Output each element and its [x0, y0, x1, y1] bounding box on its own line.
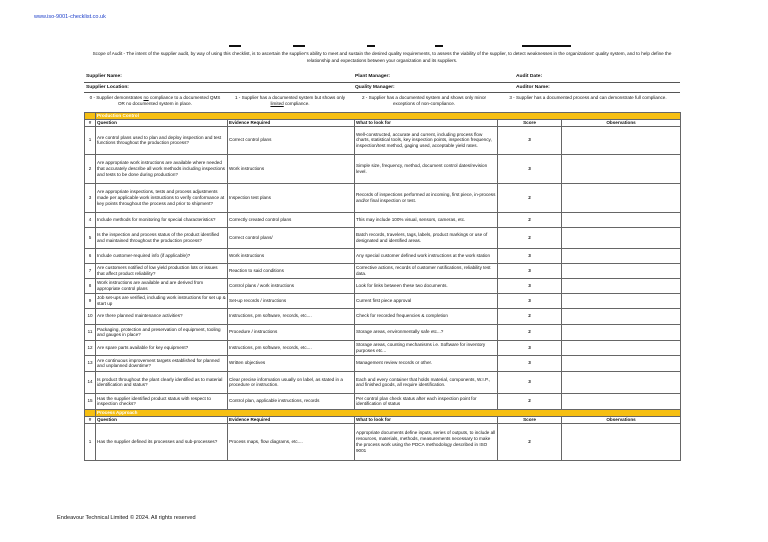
table-row	[85, 227, 681, 248]
row-number: 6	[85, 248, 96, 263]
col-question-header: Question	[96, 119, 228, 126]
score-cell[interactable]: 2	[498, 227, 562, 248]
scope-of-audit-text: Scope of Audit - The intent of the supplier audit, by way of using this checklist, is to ascertain the supplier's ability to meet and sustain the desired quality requirements, to assess the viability of the supplier, to detect weaknesses in the organizations' quality system, and to help define the relationship and expectations between your organization and its suppliers.	[92, 51, 672, 63]
observations-cell[interactable]	[562, 183, 681, 212]
observations-cell[interactable]	[562, 293, 681, 308]
table-row	[85, 324, 681, 340]
section-header-row	[85, 113, 681, 120]
look-for-cell: Any special customer defined work instructions at the work station	[355, 248, 498, 263]
question-cell: Packaging, protection and preservation of equipment, tooling and gauges in place?	[96, 324, 228, 340]
look-for-cell: Management review records or other.	[355, 355, 498, 371]
table-row	[85, 355, 681, 371]
look-for-cell: Well-constructed, accurate and current, including process flow charts, statistical tools, key inspection points, inspection frequency, inspection/test method, gaging used, acceptable yield rates.	[355, 126, 498, 154]
plant-manager-label: Plant Manager:	[355, 74, 391, 79]
score-cell[interactable]: 3	[498, 126, 562, 154]
table-row	[85, 340, 681, 355]
row-number: 4	[85, 212, 96, 227]
column-header-row	[85, 119, 681, 126]
score-cell[interactable]: 2	[498, 212, 562, 227]
question-cell: Are appropriate work instructions are available where needed that accurately describe all work methods including inspections and tests to be done during production?	[96, 154, 228, 183]
evidence-cell: Correctly created control plans	[228, 212, 355, 227]
table-row	[85, 423, 681, 460]
look-for-cell: Batch records, travelers, tags, labels, product markings or use of designated and identified areas.	[355, 227, 498, 248]
score-cell[interactable]: 3	[498, 263, 562, 278]
evidence-cell: Correct control plans/	[228, 227, 355, 248]
evidence-cell: Correct control plans	[228, 126, 355, 154]
evidence-cell: Work instructions	[228, 248, 355, 263]
supplier-name-label: Supplier Name:	[86, 74, 122, 79]
look-for-cell: Corrective actions, records of customer notifications, reliability test data.	[355, 263, 498, 278]
row-number: 3	[85, 183, 96, 212]
table-row	[85, 212, 681, 227]
question-cell: Are there planned maintenance activities?	[96, 308, 228, 324]
row-number: 10	[85, 308, 96, 324]
look-for-cell: Check for recorded frequencies & completion	[355, 308, 498, 324]
observations-cell[interactable]	[562, 423, 681, 460]
question-cell: Job set-ups are verified, including work instructions for set up & start up	[96, 293, 228, 308]
row-number: 12	[85, 340, 96, 355]
question-cell: Include methods for monitoring for special characteristics?	[96, 212, 228, 227]
column-header-row	[85, 416, 681, 423]
observations-cell[interactable]	[562, 371, 681, 393]
header-link[interactable]: www.iso-9001-checklist.co.uk	[34, 14, 106, 20]
observations-cell[interactable]	[562, 340, 681, 355]
observations-cell[interactable]	[562, 212, 681, 227]
col-num-header: #	[85, 119, 96, 126]
table-row	[85, 263, 681, 278]
col-score-header: Score	[498, 416, 562, 423]
question-cell: Are control plans used to plan and deploy inspection and test functions throughout the production process?	[96, 126, 228, 154]
observations-cell[interactable]	[562, 154, 681, 183]
col-evidence-header: Evidence Required	[228, 119, 355, 126]
observations-cell[interactable]	[562, 308, 681, 324]
evidence-cell: Set-up records / instructions	[228, 293, 355, 308]
section-title: Process Approach	[96, 409, 681, 416]
evidence-cell: Control plans / work instructions	[228, 278, 355, 293]
score-key-2: 2 - Supplier has a documented system and shows only minor exceptions of non-compliance.	[361, 95, 487, 107]
table-row	[85, 126, 681, 154]
observations-cell[interactable]	[562, 355, 681, 371]
col-observations-header: Observations	[562, 416, 681, 423]
auditor-name-label: Auditor Name:	[516, 85, 550, 90]
score-cell[interactable]: 3	[498, 340, 562, 355]
table-row	[85, 248, 681, 263]
evidence-cell: Instructions, pm software, records, etc....	[228, 340, 355, 355]
table-row	[85, 308, 681, 324]
quality-manager-label: Quality Manager:	[355, 85, 395, 90]
checklist-table	[84, 112, 681, 461]
score-key-0: 0 - Supplier demonstrates no compliance to a documented QMS OR no documented system in place.	[89, 95, 221, 107]
row-number: 5	[85, 227, 96, 248]
divider	[84, 82, 680, 83]
question-cell: Is product throughout the plant clearly identified as to material identification and status?	[96, 371, 228, 393]
row-number: 15	[85, 393, 96, 409]
look-for-cell: Current first piece approval	[355, 293, 498, 308]
col-look-for-header: What to look for	[355, 416, 498, 423]
footer-copyright: Endeavour Technical Limited © 2024. All rights reserved	[57, 515, 196, 521]
table-row	[85, 371, 681, 393]
col-question-header: Question	[96, 416, 228, 423]
look-for-cell: Look for links between these two documents.	[355, 278, 498, 293]
observations-cell[interactable]	[562, 393, 681, 409]
question-cell: Is the inspection and process status of the product identified and maintained throughout the production process?	[96, 227, 228, 248]
row-number: 1	[85, 126, 96, 154]
evidence-cell: Procedure / instructions	[228, 324, 355, 340]
score-cell[interactable]: 3	[498, 371, 562, 393]
question-cell: Work instructions are available and are derived from appropriate control plans	[96, 278, 228, 293]
question-cell: Has the supplier identified product status with respect to inspection checks?	[96, 393, 228, 409]
row-number: 9	[85, 293, 96, 308]
look-for-cell: Storage areas, counting mechanisms i.e. Software for inventory purposes etc...	[355, 340, 498, 355]
row-number: 1	[85, 423, 96, 460]
score-cell[interactable]: 3	[498, 278, 562, 293]
col-num-header: #	[85, 416, 96, 423]
look-for-cell: Simple size, frequency, method, document control dates/revision level.	[355, 154, 498, 183]
question-cell: Include customer-required info (if applicable)?	[96, 248, 228, 263]
observations-cell[interactable]	[562, 324, 681, 340]
row-number: 11	[85, 324, 96, 340]
score-cell[interactable]: 2	[498, 324, 562, 340]
score-cell[interactable]: 3	[498, 248, 562, 263]
supplier-location-label: Supplier Location:	[86, 85, 129, 90]
col-look-for-header: What to look for	[355, 119, 498, 126]
row-number: 14	[85, 371, 96, 393]
observations-cell[interactable]	[562, 227, 681, 248]
score-key-1: 1 - Supplier has a documented system but shows only limited compliance.	[234, 95, 346, 107]
look-for-cell: Records of inspections performed at incoming, first piece, in-process and/or final inspection or test.	[355, 183, 498, 212]
question-cell: Are customers notified of low yield production lots or issues that affect product reliability?	[96, 263, 228, 278]
evidence-cell: Written objectives	[228, 355, 355, 371]
question-cell: Are spare parts available for key equipment?	[96, 340, 228, 355]
evidence-cell: Inspection test plans	[228, 183, 355, 212]
row-number: 13	[85, 355, 96, 371]
score-cell[interactable]: 3	[498, 293, 562, 308]
row-number: 2	[85, 154, 96, 183]
observations-cell[interactable]	[562, 278, 681, 293]
observations-cell[interactable]	[562, 126, 681, 154]
look-for-cell: Storage areas, environmentally safe etc...?	[355, 324, 498, 340]
score-key-3: 3 - Supplier has a documented process and can demonstrate full compliance.	[509, 95, 667, 100]
audit-date-label: Audit Date:	[516, 74, 543, 79]
look-for-cell: Per control plan check status after each inspection point for identification of status	[355, 393, 498, 409]
score-cell[interactable]: 3	[498, 154, 562, 183]
evidence-cell: Clear precise information usually on label, as stated in a procedure or instruction.	[228, 371, 355, 393]
top-rule-bars	[0, 45, 768, 48]
score-cell[interactable]: 2	[498, 423, 562, 460]
evidence-cell: Control plan, applicable instructions, records	[228, 393, 355, 409]
row-number: 7	[85, 263, 96, 278]
observations-cell[interactable]	[562, 248, 681, 263]
score-cell[interactable]: 3	[498, 355, 562, 371]
table-row	[85, 183, 681, 212]
divider	[84, 92, 680, 93]
observations-cell[interactable]	[562, 263, 681, 278]
col-score-header: Score	[498, 119, 562, 126]
look-for-cell: Appropriate documents define inputs, series of outputs, to include all resources, materials, methods, measurements necessary to make the process work using the PDCA methodology described in ISO 9001	[355, 423, 498, 460]
score-cell[interactable]: 2	[498, 308, 562, 324]
question-cell: Has the supplier defined its processes and sub-processes?	[96, 423, 228, 460]
evidence-cell: Process maps, flow diagrams, etc....	[228, 423, 355, 460]
table-row	[85, 154, 681, 183]
col-evidence-header: Evidence Required	[228, 416, 355, 423]
score-cell[interactable]: 2	[498, 183, 562, 212]
evidence-cell: Instructions, pm software, records, etc....	[228, 308, 355, 324]
row-number: 8	[85, 278, 96, 293]
table-row	[85, 393, 681, 409]
question-cell: Are continuous improvement targets established for planned and unplanned downtime?	[96, 355, 228, 371]
table-row	[85, 278, 681, 293]
look-for-cell: Each and every container that holds material, components, W.I.P., and finished goods, all require identification.	[355, 371, 498, 393]
col-observations-header: Observations	[562, 119, 681, 126]
score-cell[interactable]: 2	[498, 393, 562, 409]
section-title: Production Control	[96, 113, 681, 120]
look-for-cell: This may include 100% visual, sensors, cameras, etc.	[355, 212, 498, 227]
evidence-cell: Reaction to said conditions	[228, 263, 355, 278]
question-cell: Are appropriate inspections, tests and process adjustments made per applicable work instructions to verify conformance at key points throughout the process and prior to shipment?	[96, 183, 228, 212]
evidence-cell: Work instructions	[228, 154, 355, 183]
table-row	[85, 293, 681, 308]
section-header-row	[85, 409, 681, 416]
